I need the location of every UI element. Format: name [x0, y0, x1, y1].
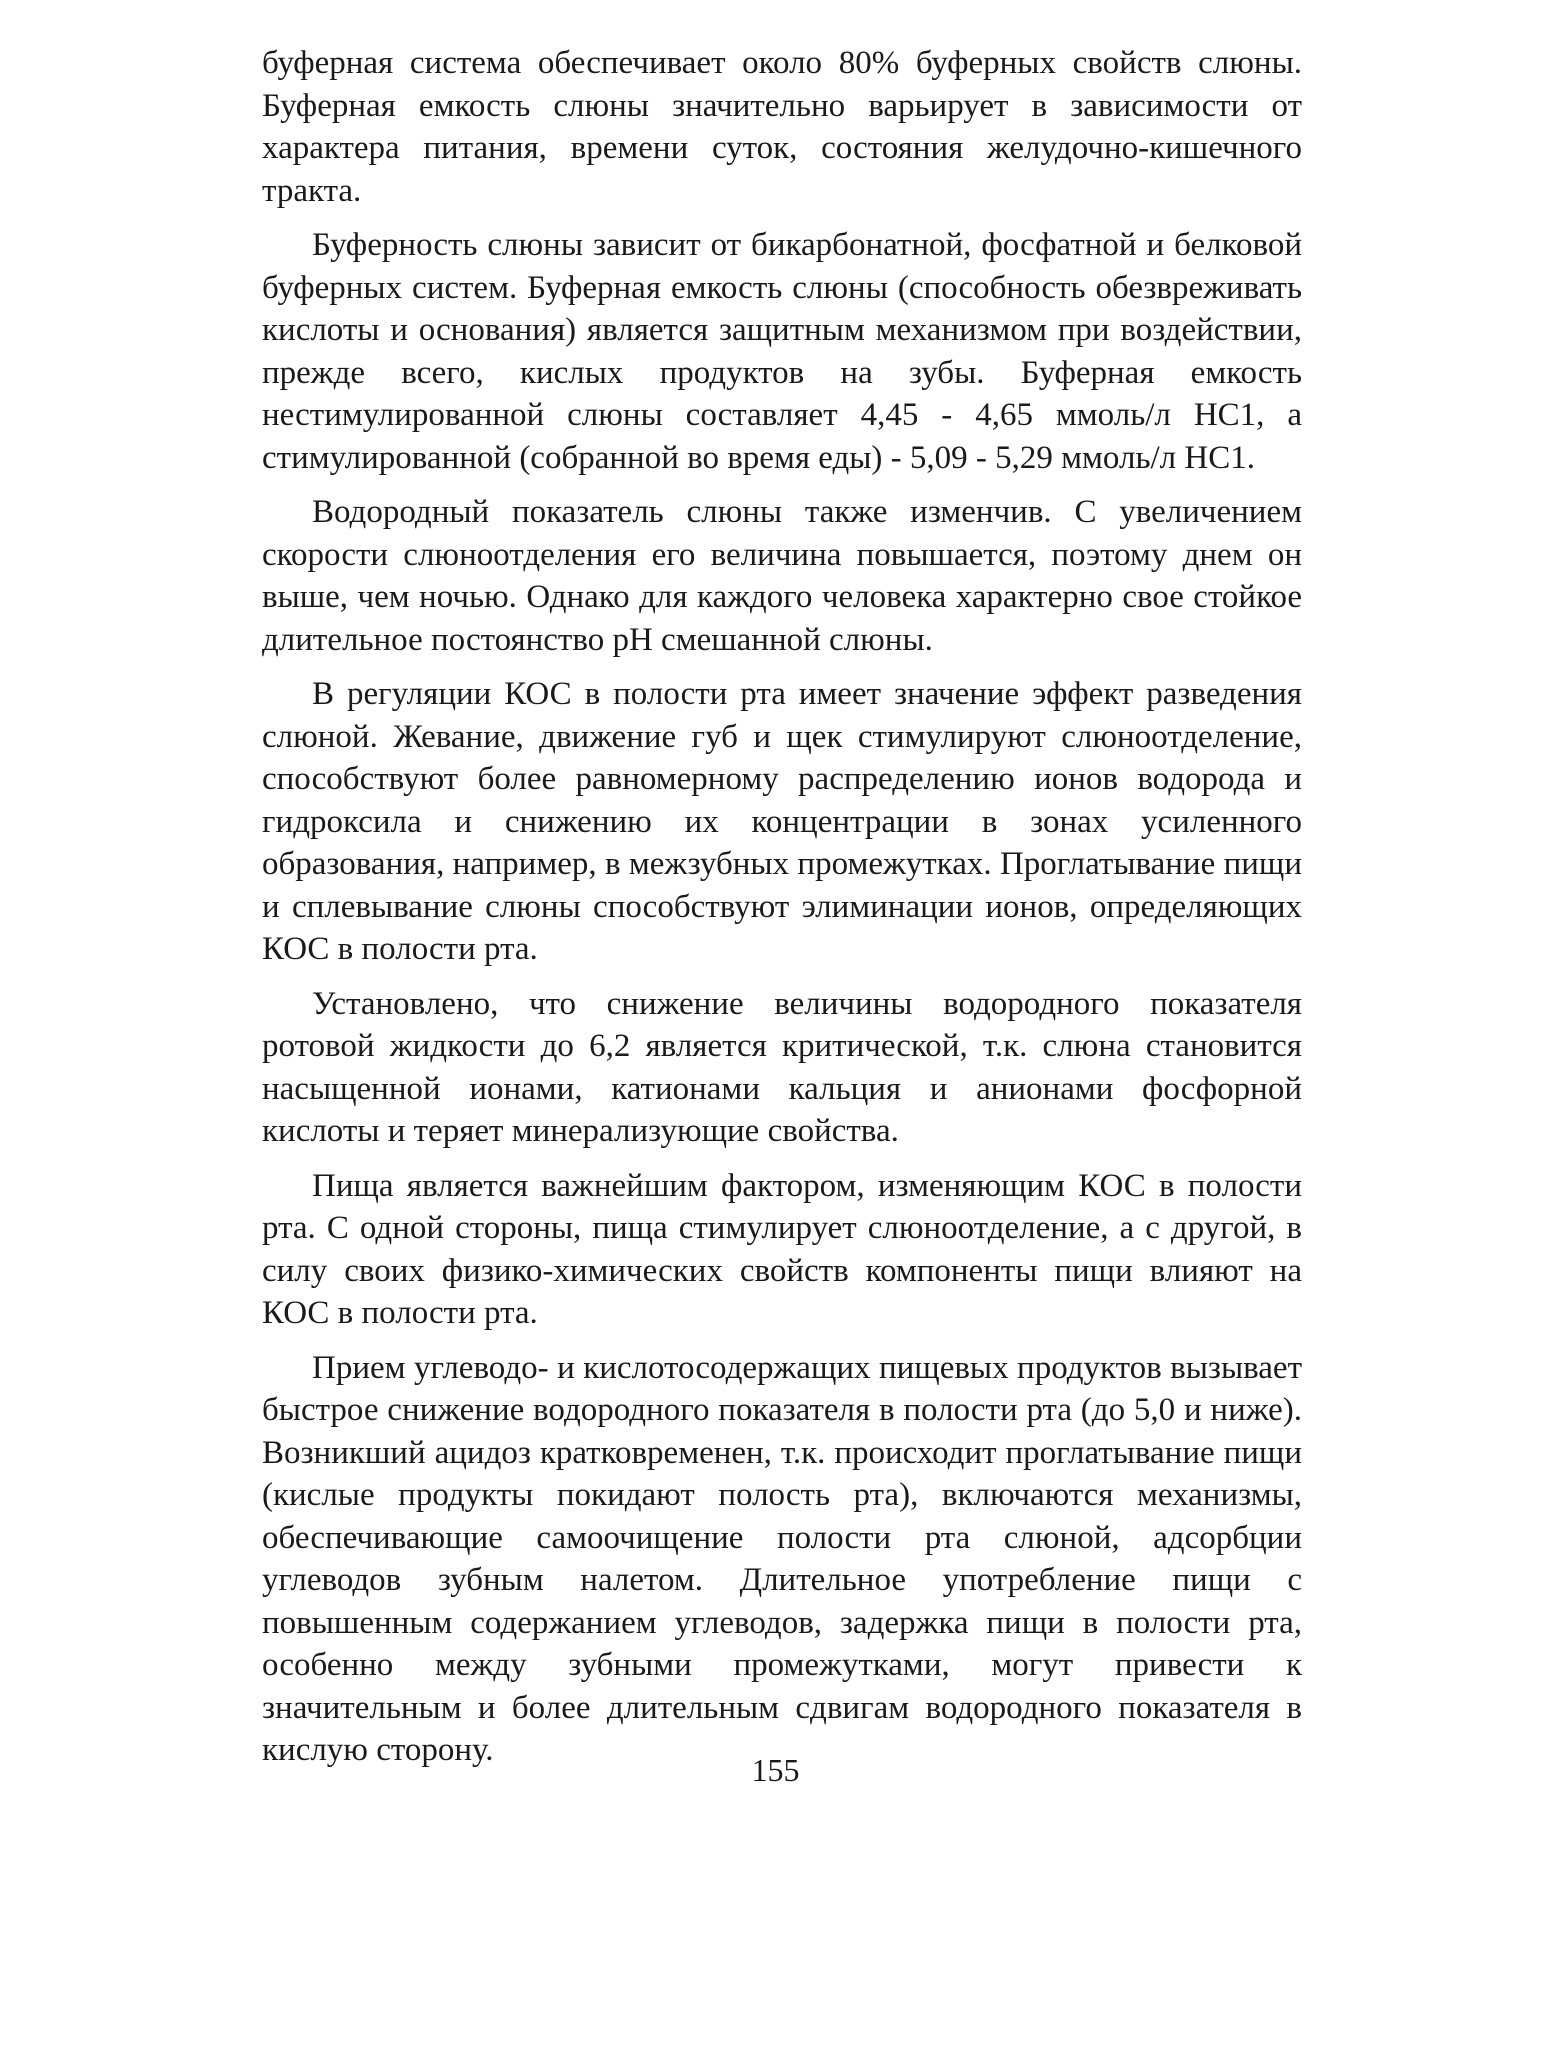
paragraph-dilution-effect: В регуляции КОС в полости рта имеет значение эффект разведения слюной. Жевание, движение губ и щек стимулируют слюноотделение, способствуют более равномерному распределению ионов водорода и гидроксила и снижению их концентрации в зонах усиленного образования, например, в межзубных промежутках. Проглатывание пищи и сплевывание слюны способствуют элиминации ионов, определяющих КОС в полости рта. — [262, 676, 1302, 967]
paragraph-hydrogen-index: Водородный показатель слюны также изменчив. С увеличением скорости слюноотделения его величина повышается, поэтому днем он выше, чем ночью. Однако для каждого человека характерно свое стойкое длительное постоянство pH смешанной слюны. — [262, 494, 1302, 658]
paragraph-buffer-system: буферная система обеспечивает около 80% буферных свойств слюны. Буферная емкость слюны значительно варьирует в зависимости от характера питания, времени суток, состояния желудочно-кишечного тракта. — [262, 45, 1302, 209]
paragraph-buffer-capacity: Буферность слюны зависит от бикарбонатной, фосфатной и белковой буферных систем. Буферная емкость слюны (способность обезвреживать кислоты и основания) является защитным механизмом при воздействии, прежде всего, кислых продуктов на зубы. Буферная емкость нестимулированной слюны составляет 4,45 - 4,65 ммоль/л НС1, а стимулированной (собранной во время еды) - 5,09 - 5,29 ммоль/л НС1. — [262, 227, 1302, 476]
paragraph-food-factor: Пища является важнейшим фактором, изменяющим КОС в полости рта. С одной стороны, пища стимулирует слюноотделение, а с другой, в силу своих физико-химических свойств компоненты пищи влияют на КОС в полости рта. — [262, 1167, 1302, 1331]
page-number: 155 — [751, 1752, 800, 1788]
paragraph-carbohydrate-intake: Прием углеводо- и кислотосодержащих пищевых продуктов вызывает быстрое снижение водородного показателя в полости рта (до 5,0 и ниже). Возникший ацидоз кратковременен, т.к. происходит проглатывание пищи (кислые продукты покидают полость рта), включаются механизмы, обеспечивающие самоочищение полости рта слюной, адсорбции углеводов зубным налетом. Длительное употребление пищи с повышенным содержанием углеводов, задержка пищи в полости рта, особенно между зубными промежутками, могут привести к значительным и более длительным сдвигам водородного показателя в кислую сторону. — [262, 1349, 1302, 1768]
body-text — [262, 42, 1302, 1784]
paragraph-critical-ph: Установлено, что снижение величины водородного показателя ротовой жидкости до 6,2 является критической, т.к. слюна становится насыщенной ионами, катионами кальция и анионами фосфорной кислоты и теряет минерализующие свойства. — [262, 985, 1302, 1149]
